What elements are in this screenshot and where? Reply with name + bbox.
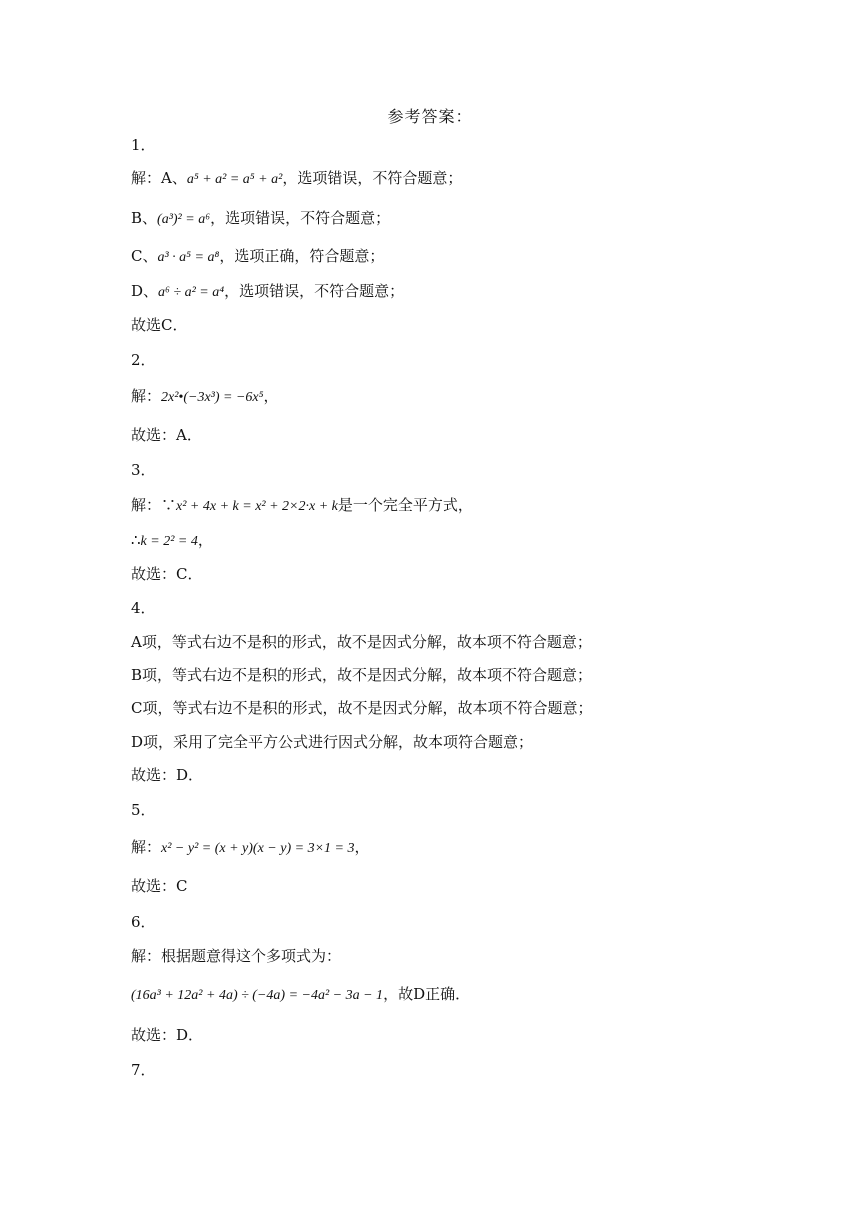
q4-line-a: A项，等式右边不是积的形式，故不是因式分解，故本项不符合题意； [131, 633, 592, 651]
q4-line-b: B项，等式右边不是积的形式，故不是因式分解，故本项不符合题意； [131, 666, 593, 684]
q5-equation: x² − y² = (x + y)(x − y) = 3×1 = 3 [161, 841, 355, 856]
q1-option-d [131, 280, 404, 304]
q5-solution-prefix: 解： [131, 838, 162, 856]
q1-option-c [131, 245, 384, 269]
q2-tail: ， [263, 387, 279, 405]
q4-line-c: C项，等式右边不是积的形式，故不是因式分解，故本项不符合题意； [131, 699, 593, 717]
q6-answer: 故选：D． [131, 1026, 204, 1044]
q1-number: 1． [131, 136, 156, 154]
q1-equation-b: (a³)² = a⁶ [157, 212, 211, 227]
q1-solution-prefix: 解：A、 [131, 169, 187, 187]
q4-line-d: D项，采用了完全平方公式进行因式分解，故本项符合题意； [131, 733, 534, 751]
page-title: 参考答案： [387, 107, 473, 126]
q3-answer: 故选：C． [131, 565, 203, 583]
q5-number: 5． [131, 801, 156, 819]
q1-d-verdict: ，选项错误，不符合题意； [224, 282, 405, 300]
q1-b-prefix: B、 [131, 209, 158, 227]
q1-c-prefix: C、 [131, 247, 158, 265]
q3-equation: x² + 4x + k = x² + 2×2·x + k [176, 499, 338, 514]
q3-therefore-symbol: ∴ [131, 531, 141, 549]
q2-solution-prefix: 解： [131, 387, 162, 405]
q1-option-a [131, 167, 462, 191]
q5-solution [131, 836, 370, 860]
q2-answer: 故选：A． [131, 426, 202, 444]
q1-answer: 故选C． [131, 316, 188, 334]
q5-answer: 故选：C [131, 877, 188, 895]
q1-a-verdict: ，选项错误，不符合题意； [282, 169, 463, 187]
q1-option-b [131, 207, 390, 231]
q1-d-prefix: D、 [131, 282, 159, 300]
q3-solution-prefix: 解：∵ [131, 496, 177, 514]
q6-tail: ，故D正确． [383, 985, 471, 1003]
q1-b-verdict: ，选项错误，不符合题意； [210, 209, 391, 227]
q4-answer: 故选：D． [131, 766, 204, 784]
q6-intro: 解：根据题意得这个多项式为： [131, 947, 342, 965]
q3-solution [131, 494, 473, 518]
q3-equation-2: k = 2² = 4 [140, 534, 198, 549]
q7-number: 7． [131, 1061, 156, 1079]
q1-equation-a: a⁵ + a² = a⁵ + a² [186, 172, 283, 187]
q3-tail: 是一个完全平方式， [337, 496, 473, 514]
q5-tail: ， [354, 838, 370, 856]
q4-number: 4． [131, 599, 156, 617]
q2-equation: 2x²•(−3x³) = −6x⁵ [161, 390, 264, 405]
q3-number: 3． [131, 461, 156, 479]
q6-equation: (16a³ + 12a² + 4a) ÷ (−4a) = −4a² − 3a − 1 [131, 988, 384, 1003]
q6-number: 6． [131, 913, 156, 931]
q6-solution [131, 983, 470, 1007]
q2-solution [131, 385, 279, 409]
q1-c-verdict: ，选项正确，符合题意； [219, 247, 385, 265]
q1-equation-c: a³ · a⁵ = a⁸ [157, 250, 220, 265]
q3-therefore [131, 529, 213, 553]
q1-equation-d: a⁶ ÷ a² = a⁴ [158, 285, 225, 300]
q2-number: 2． [131, 351, 156, 369]
q3-tail-2: ， [197, 531, 213, 549]
